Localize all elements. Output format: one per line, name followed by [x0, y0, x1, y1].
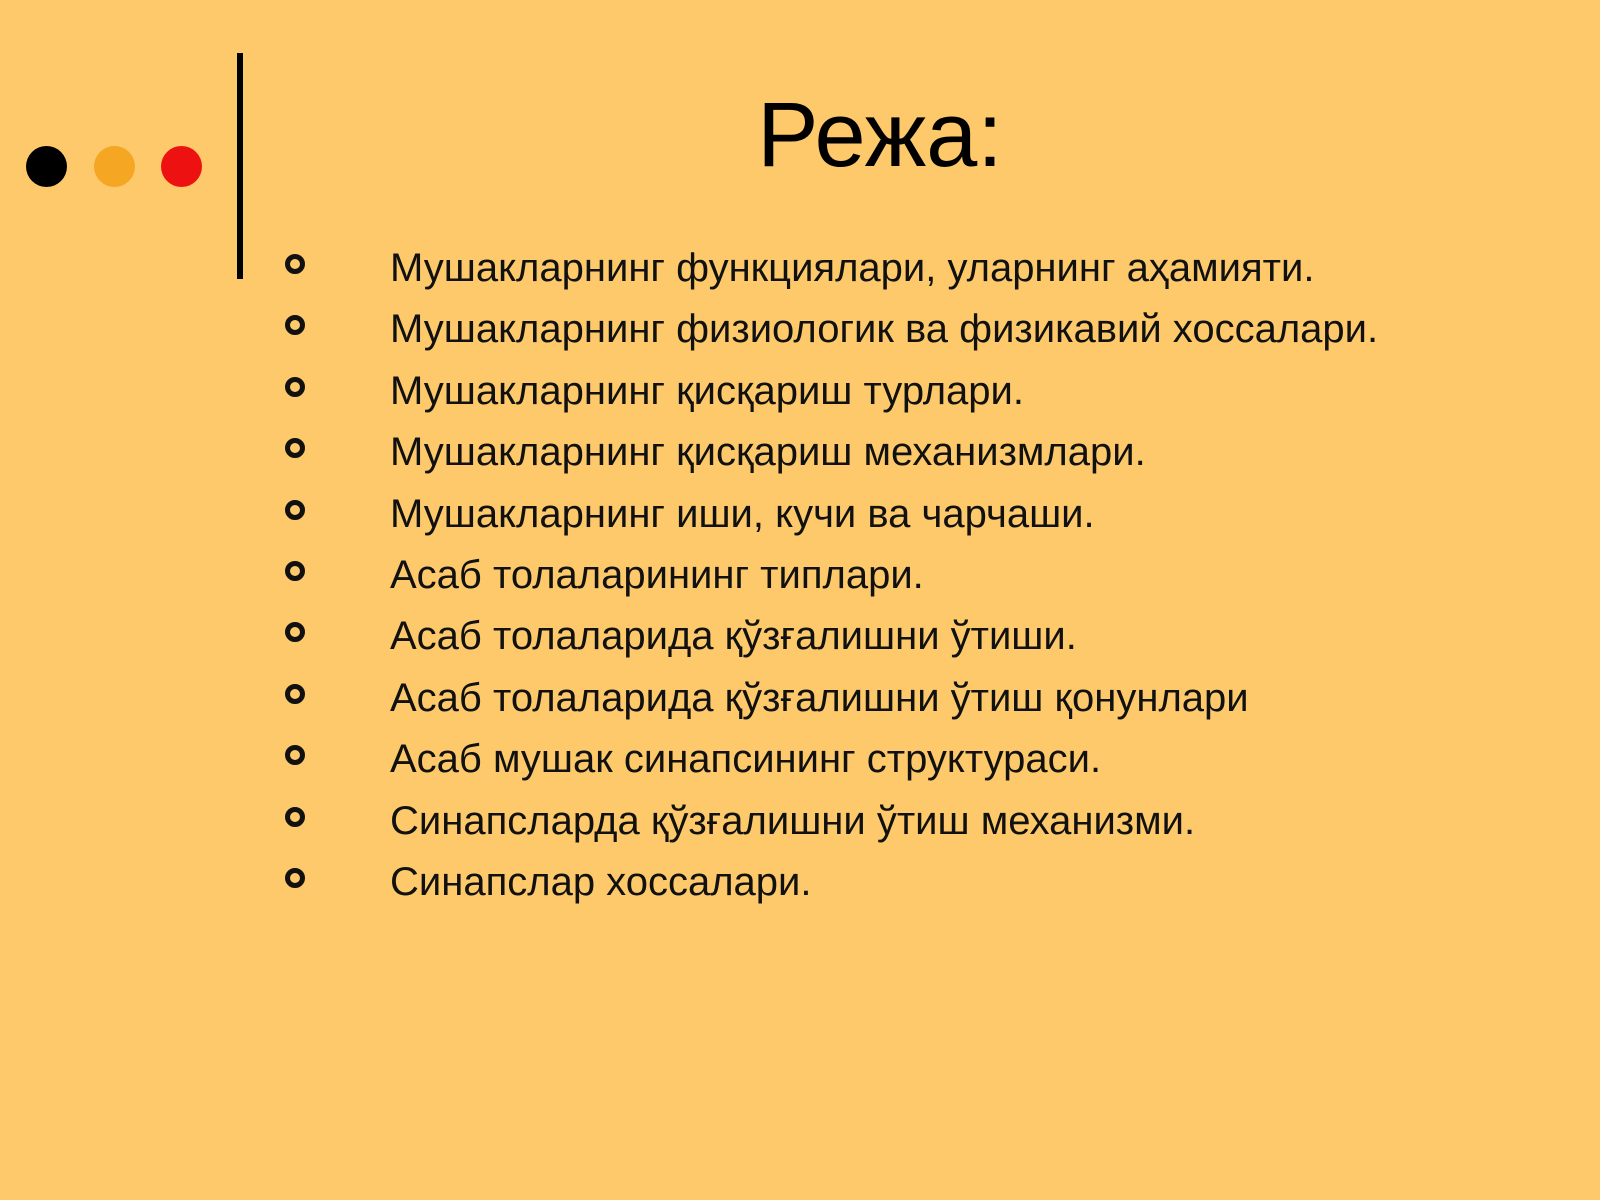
- agenda-item-text: Мушакларнинг қисқариш механизмлари.: [390, 430, 1146, 475]
- agenda-item-text: Мушакларнинг функциялари, уларнинг аҳамияти.: [390, 246, 1315, 290]
- circle-bullet-icon: [285, 438, 305, 458]
- circle-bullet-icon: [285, 315, 305, 335]
- agenda-item-text: Мушакларнинг қисқариш турлари.: [390, 368, 1024, 413]
- circle-bullet-icon: [285, 745, 305, 765]
- circle-bullet-icon: [285, 807, 305, 827]
- circle-bullet-icon: [285, 868, 305, 888]
- circle-bullet-icon: [285, 684, 305, 704]
- red-dot-decoration: [161, 146, 202, 187]
- orange-dot-decoration: [94, 146, 135, 187]
- agenda-item-text: Мушакларнинг иши, кучи ва чарчаши.: [390, 491, 1095, 536]
- agenda-item-text: Асаб мушак синапсининг структураси.: [390, 737, 1102, 782]
- circle-bullet-icon: [285, 377, 305, 397]
- agenda-item-text: Синапсларда қўзғалишни ўтиш механизми.: [390, 798, 1196, 843]
- agenda-item-text: Асаб толаларининг типлари.: [390, 552, 924, 597]
- vertical-divider: [237, 53, 243, 279]
- circle-bullet-icon: [285, 500, 305, 520]
- slide-title: Режа:: [757, 84, 1003, 186]
- circle-bullet-icon: [285, 254, 305, 274]
- agenda-item-text: Асаб толаларида қўзғалишни ўтиши.: [390, 614, 1077, 659]
- agenda-item-text: Мушакларнинг физиологик ва физикавий хоссалари.: [390, 307, 1379, 352]
- agenda-item-text: Асаб толаларида қўзғалишни ўтиш қонунлари: [390, 675, 1249, 720]
- agenda-item-text: Синапслар хоссалари.: [390, 859, 812, 904]
- black-dot-decoration: [26, 146, 67, 187]
- circle-bullet-icon: [285, 561, 305, 581]
- circle-bullet-icon: [285, 622, 305, 642]
